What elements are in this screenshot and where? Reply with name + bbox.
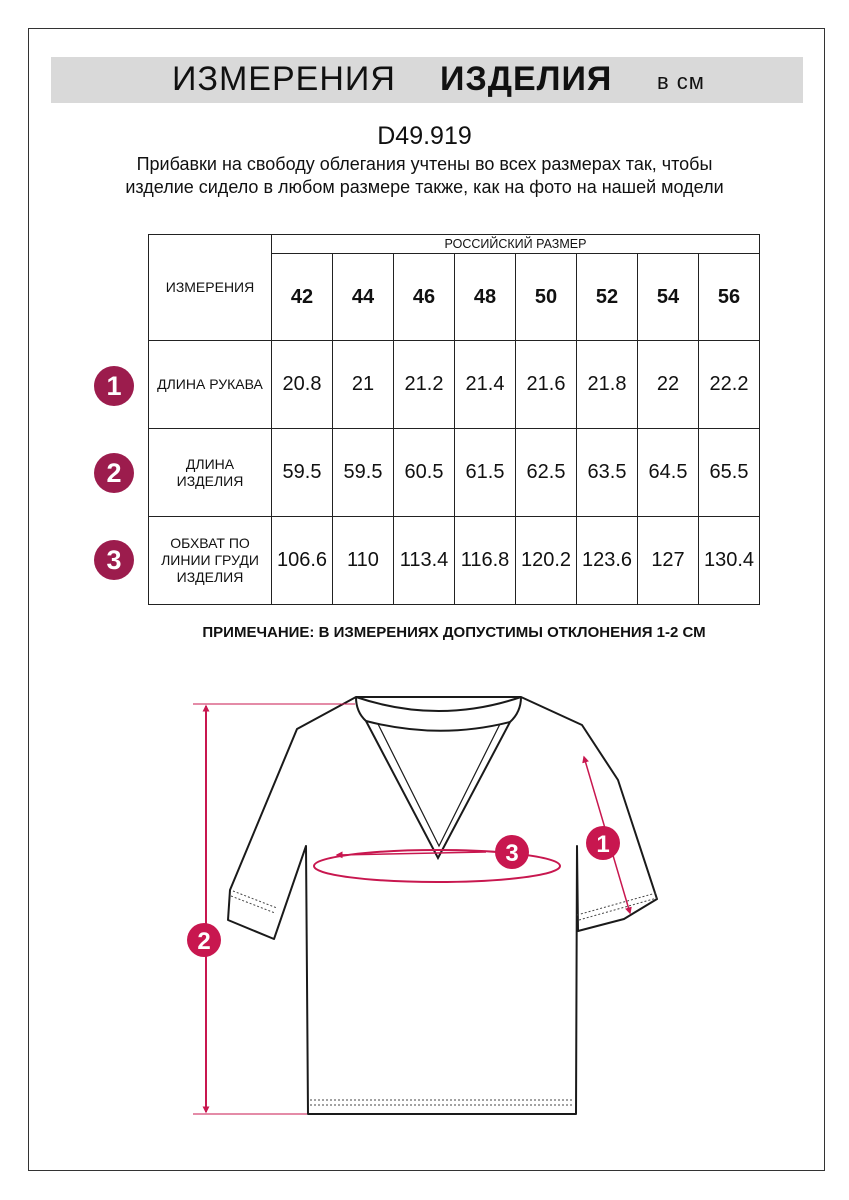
marker-1-badge bbox=[586, 826, 620, 860]
value-cell: 61.5 bbox=[455, 429, 516, 517]
value-cell: 21.6 bbox=[516, 341, 577, 429]
value-cell: 130.4 bbox=[699, 517, 760, 605]
value-cell: 113.4 bbox=[394, 517, 455, 605]
title-unit: в см bbox=[657, 69, 705, 94]
size-header-cell: 54 bbox=[638, 254, 699, 341]
value-cell: 21 bbox=[333, 341, 394, 429]
tshirt-outline bbox=[228, 697, 657, 1114]
size-header-cell: 46 bbox=[394, 254, 455, 341]
marker-2-badge bbox=[187, 923, 221, 957]
marker-2-label: 2 bbox=[197, 928, 211, 955]
row-label: ОБХВАТ ПО ЛИНИИ ГРУДИ ИЗДЕЛИЯ bbox=[149, 517, 272, 605]
size-header-cell: 44 bbox=[333, 254, 394, 341]
title-part1: ИЗМЕРЕНИЯ bbox=[172, 60, 396, 98]
value-cell: 59.5 bbox=[272, 429, 333, 517]
value-cell: 106.6 bbox=[272, 517, 333, 605]
row-number-badge: 2 bbox=[94, 453, 134, 493]
value-cell: 21.2 bbox=[394, 341, 455, 429]
fit-description: Прибавки на свободу облегания учтены во всех размерах так, чтобы изделие сидело в любом размере также, как на фото на нашей модели bbox=[125, 154, 724, 197]
marker-3-badge bbox=[495, 835, 529, 869]
size-header-cell: 52 bbox=[577, 254, 638, 341]
product-code: D49.919 bbox=[377, 122, 472, 150]
value-cell: 60.5 bbox=[394, 429, 455, 517]
value-cell: 22 bbox=[638, 341, 699, 429]
value-cell: 123.6 bbox=[577, 517, 638, 605]
value-cell: 110 bbox=[333, 517, 394, 605]
value-cell: 20.8 bbox=[272, 341, 333, 429]
value-cell: 62.5 bbox=[516, 429, 577, 517]
row-number-badge: 3 bbox=[94, 540, 134, 580]
value-cell: 116.8 bbox=[455, 517, 516, 605]
marker-3-label: 3 bbox=[505, 840, 519, 867]
russian-size-header: РОССИЙСКИЙ РАЗМЕР bbox=[272, 235, 760, 254]
value-cell: 22.2 bbox=[699, 341, 760, 429]
value-cell: 59.5 bbox=[333, 429, 394, 517]
row-label: ДЛИНА РУКАВА bbox=[149, 341, 272, 429]
size-header-cell: 48 bbox=[455, 254, 516, 341]
value-cell: 21.8 bbox=[577, 341, 638, 429]
value-cell: 65.5 bbox=[699, 429, 760, 517]
size-header-cell: 56 bbox=[699, 254, 760, 341]
value-cell: 120.2 bbox=[516, 517, 577, 605]
row-label: ДЛИНА ИЗДЕЛИЯ bbox=[149, 429, 272, 517]
marker-1-label: 1 bbox=[596, 831, 610, 858]
tolerance-note: ПРИМЕЧАНИЕ: В ИЗМЕРЕНИЯХ ДОПУСТИМЫ ОТКЛОНЕНИЯ 1-2 СМ bbox=[202, 624, 706, 641]
value-cell: 64.5 bbox=[638, 429, 699, 517]
row-number-badge: 1 bbox=[94, 366, 134, 406]
size-header-cell: 42 bbox=[272, 254, 333, 341]
title-part2: ИЗДЕЛИЯ bbox=[440, 60, 613, 98]
value-cell: 127 bbox=[638, 517, 699, 605]
value-cell: 63.5 bbox=[577, 429, 638, 517]
size-header-cell: 50 bbox=[516, 254, 577, 341]
measurements-header: ИЗМЕРЕНИЯ bbox=[149, 235, 272, 341]
value-cell: 21.4 bbox=[455, 341, 516, 429]
